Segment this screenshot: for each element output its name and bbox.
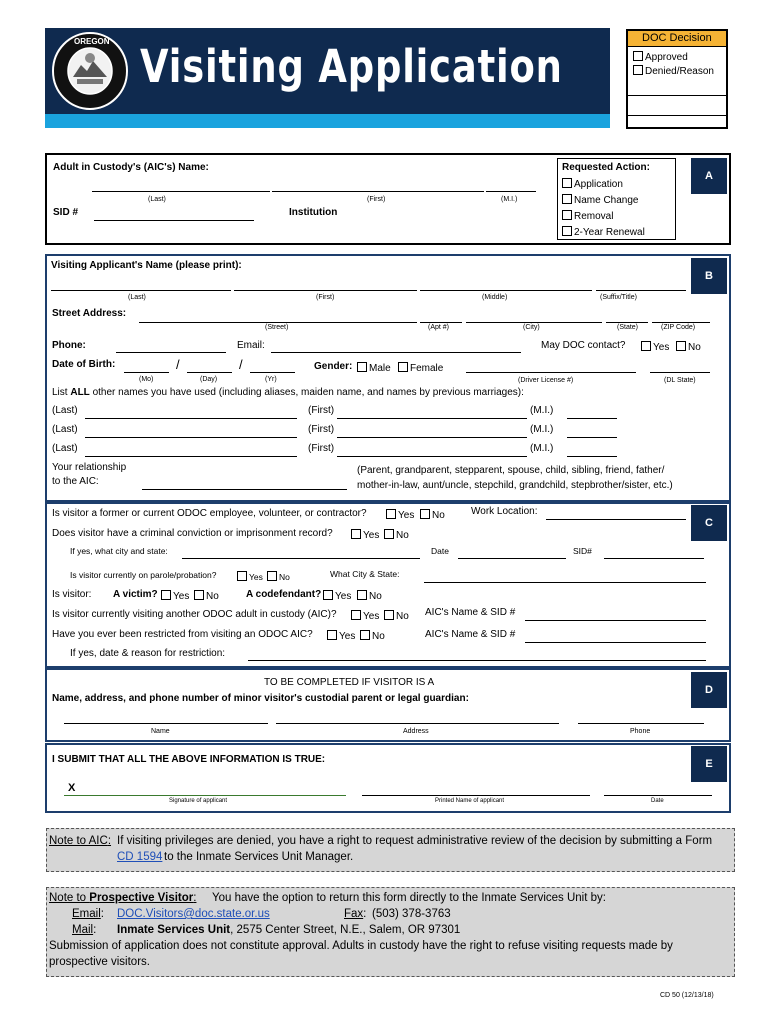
conviction-no[interactable] — [384, 529, 409, 541]
aic-first-name-field[interactable] — [272, 191, 484, 192]
other-last-field[interactable] — [85, 456, 297, 457]
restricted-yes[interactable] — [327, 630, 355, 642]
may-contact-label: May DOC contact? — [541, 340, 626, 351]
guardian-address-field[interactable] — [276, 723, 559, 724]
parole-city-label: What City & State: — [330, 569, 400, 579]
conviction-sid-label: SID# — [573, 546, 592, 556]
restricted-question: Have you ever been restricted from visiting an ODOC AIC? — [52, 629, 313, 640]
seal-top-text: OREGON — [74, 37, 110, 46]
relationship-examples-2: mother-in-law, aunt/uncle, stepchild, grandchild, stepbrother/sister, etc.) — [357, 480, 673, 491]
no-label: No — [279, 572, 290, 582]
checkbox-icon[interactable] — [562, 226, 572, 236]
fax-method-label: Fax: — [344, 908, 367, 920]
restricted-aic-field[interactable] — [525, 642, 706, 643]
other-mi-label: (M.I.) — [530, 424, 554, 435]
note-aic-label-text: Note to AIC — [49, 835, 108, 847]
parole-city-field[interactable] — [424, 582, 706, 583]
guardian-label: Name, address, and phone number of minor visitor's custodial parent or legal guardian: — [52, 693, 469, 704]
caption-mo: (Mo) — [139, 376, 154, 383]
caption-day: (Day) — [200, 376, 218, 383]
guardian-name-field[interactable] — [64, 723, 268, 724]
guardian-phone-field[interactable] — [578, 723, 704, 724]
conviction-date-label: Date — [431, 546, 449, 556]
caption-date: Date — [651, 798, 664, 804]
dob-month-field[interactable] — [124, 372, 169, 373]
other-mi-label: (M.I.) — [530, 443, 554, 454]
conviction-sid-field[interactable] — [604, 558, 704, 559]
action-label: Name Change — [574, 195, 639, 206]
mail-method-label: Mail: — [72, 924, 97, 936]
other-last-label: (Last) — [52, 443, 78, 454]
caption-middle: (Middle) — [482, 294, 508, 301]
action-application[interactable] — [562, 178, 623, 190]
action-renewal[interactable] — [562, 226, 645, 238]
mail-address — [117, 925, 460, 937]
gender-male[interactable] — [357, 362, 391, 374]
email-field[interactable] — [271, 352, 521, 353]
phone-field[interactable] — [116, 352, 226, 353]
no-label: No — [396, 530, 409, 541]
checkbox-icon[interactable] — [562, 178, 572, 188]
other-last-field[interactable] — [85, 418, 297, 419]
checkbox-icon[interactable] — [420, 509, 430, 519]
doc-decision-title: DOC Decision — [642, 32, 712, 44]
checkbox-icon[interactable] — [351, 610, 361, 620]
action-removal[interactable] — [562, 210, 613, 222]
aic-name-label: Adult in Custody's (AIC's) Name: — [53, 162, 209, 173]
checkbox-icon[interactable] — [398, 362, 408, 372]
note-visitor-intro: You have the option to return this form directly to the Inmate Services Unit by: — [212, 892, 606, 904]
parole-question: Is visitor currently on parole/probation? — [70, 570, 217, 580]
caption-street: (Street) — [265, 324, 289, 331]
requested-action-label: Requested Action: — [562, 162, 650, 173]
no-label: No — [206, 591, 219, 602]
email-method-label-text: Email — [72, 908, 101, 920]
action-name-change[interactable] — [562, 194, 638, 206]
caption-suffix: (Suffix/Title) — [600, 294, 637, 301]
no-label: No — [372, 631, 385, 642]
note-visitor-label: Note to Prospective Visitor: — [49, 892, 197, 904]
checkbox-icon[interactable] — [161, 590, 171, 600]
aic-name-sid-label: AIC's Name & SID # — [425, 607, 516, 618]
dob-sep-2: / — [239, 357, 243, 372]
section-c-tab: C — [691, 505, 727, 541]
no-label: No — [369, 591, 382, 602]
yes-label: Yes — [173, 591, 190, 602]
signature-x: X — [68, 782, 76, 794]
checkbox-icon[interactable] — [327, 630, 337, 640]
caption-last: (Last) — [128, 294, 146, 301]
other-first-label: (First) — [308, 424, 335, 435]
work-location-field[interactable] — [546, 519, 686, 520]
codefendant-yes[interactable] — [323, 590, 351, 602]
note-aic-label: Note to AIC: — [49, 835, 112, 847]
header-accent-bar — [45, 114, 610, 128]
instruction-bold: ALL — [70, 387, 90, 398]
no-label: No — [688, 342, 701, 353]
caption-license: (Driver License #) — [518, 377, 574, 384]
aic-last-caption: (Last) — [148, 196, 166, 203]
checkbox-icon[interactable] — [237, 571, 247, 581]
other-mi-field[interactable] — [567, 437, 617, 438]
checkbox-icon[interactable] — [323, 590, 333, 600]
doc-decision-box — [626, 29, 728, 129]
codefendant-no[interactable] — [357, 590, 382, 602]
action-label: Removal — [574, 211, 614, 222]
relationship-field[interactable] — [142, 489, 347, 490]
yes-label: Yes — [363, 611, 380, 622]
other-mi-field[interactable] — [567, 456, 617, 457]
action-label: 2-Year Renewal — [574, 227, 645, 238]
caption-address: Address — [403, 728, 429, 735]
checkbox-icon[interactable] — [676, 341, 686, 351]
checkbox-icon[interactable] — [562, 210, 572, 220]
section-c-box — [45, 502, 731, 668]
printed-name-field[interactable] — [362, 795, 590, 796]
checkbox-icon[interactable] — [384, 610, 394, 620]
visitor-email-link[interactable]: DOC.Visitors@doc.state.or.us — [117, 908, 270, 920]
employee-question: Is visitor a former or current ODOC employee, volunteer, or contractor? — [52, 508, 367, 519]
caption-city: (City) — [523, 324, 540, 331]
checkbox-icon[interactable] — [633, 51, 643, 61]
state-field[interactable] — [606, 322, 648, 323]
gender-female[interactable] — [398, 362, 443, 374]
yes-label: Yes — [398, 510, 415, 521]
email-method-label: Email: — [72, 908, 104, 920]
dl-state-field[interactable] — [650, 372, 710, 373]
certify-label: I SUBMIT THAT ALL THE ABOVE INFORMATION IS TRUE: — [52, 754, 326, 765]
restriction-label: If yes, date & reason for restriction: — [70, 648, 226, 659]
aic-sid-label: SID # — [53, 207, 79, 218]
other-last-field[interactable] — [85, 437, 297, 438]
parole-yes[interactable] — [237, 571, 263, 582]
checkbox-icon[interactable] — [641, 341, 651, 351]
note-visitor-label-pre: Note to — [49, 892, 90, 904]
mail-unit: Inmate Services Unit — [117, 924, 231, 936]
other-first-field[interactable] — [337, 437, 527, 438]
yes-label: Yes — [363, 530, 380, 541]
form-cd1594-link[interactable]: CD 1594 — [117, 851, 163, 863]
checkbox-icon[interactable] — [386, 509, 396, 519]
street-address-label: Street Address: — [52, 308, 127, 319]
other-first-label: (First) — [308, 443, 335, 454]
caption-phone: Phone — [630, 728, 651, 735]
aic-mi-field[interactable] — [486, 191, 536, 192]
mail-method-label-text: Mail — [72, 924, 94, 936]
work-location-label: Work Location: — [471, 506, 538, 517]
yes-label: Yes — [249, 572, 263, 582]
aic-sid-field[interactable] — [94, 220, 254, 221]
caption-signature: Signature of applicant — [169, 798, 228, 804]
parole-no[interactable] — [267, 571, 290, 582]
section-d-heading: TO BE COMPLETED IF VISITOR IS A — [264, 677, 435, 688]
codefendant-label: A codefendant? — [246, 589, 322, 600]
decision-approved[interactable] — [633, 51, 688, 63]
dob-sep-1: / — [176, 357, 180, 372]
note-aic-text: If visiting privileges are denied, you have a right to request administrative review of the decision by submitting a Form — [117, 835, 713, 847]
note-aic-text-2: to the Inmate Services Unit Manager. — [164, 851, 354, 863]
zip-field[interactable] — [652, 322, 710, 323]
applicant-suffix-field[interactable] — [596, 290, 686, 291]
mail-street: , 2575 Center Street, N.E., Salem, OR 97301 — [230, 924, 461, 936]
checkbox-icon[interactable] — [267, 571, 277, 581]
other-last-label: (Last) — [52, 405, 78, 416]
relationship-label-2: to the AIC: — [52, 476, 99, 487]
aic-first-caption: (First) — [367, 196, 386, 203]
aic-mi-caption: (M.I.) — [501, 196, 518, 203]
aic-last-name-field[interactable] — [92, 191, 270, 192]
checkbox-icon[interactable] — [357, 590, 367, 600]
may-contact-no[interactable] — [676, 341, 701, 353]
female-label: Female — [410, 363, 444, 374]
decision-denied-label: Denied/Reason — [645, 66, 714, 77]
victim-label: A victim? — [113, 589, 158, 600]
caption-first: (First) — [316, 294, 335, 301]
checkbox-icon[interactable] — [360, 630, 370, 640]
institution-label: Institution — [289, 207, 338, 218]
apt-field[interactable] — [420, 322, 462, 323]
action-label: Application — [574, 179, 623, 190]
restricted-no[interactable] — [360, 630, 385, 642]
section-e-tab: E — [691, 746, 727, 782]
other-last-label: (Last) — [52, 424, 78, 435]
section-d-tab: D — [691, 672, 727, 708]
visiting-other-yes[interactable] — [351, 610, 379, 622]
signature-field[interactable] — [64, 795, 346, 796]
checkbox-icon[interactable] — [357, 362, 367, 372]
visiting-aic-field[interactable] — [525, 620, 706, 621]
other-first-field[interactable] — [337, 418, 527, 419]
note-visitor-label-bold: Prospective Visitor — [89, 892, 194, 904]
disclaimer-line-2: prospective visitors. — [49, 956, 150, 968]
applicant-middle-field[interactable] — [420, 290, 592, 291]
email-label: Email: — [237, 340, 265, 351]
caption-name: Name — [151, 728, 170, 735]
no-label: No — [396, 611, 409, 622]
other-first-field[interactable] — [337, 456, 527, 457]
caption-apt: (Apt #) — [428, 324, 450, 331]
section-b-tab: B — [691, 258, 727, 294]
no-label: No — [432, 510, 445, 521]
license-field[interactable] — [466, 372, 636, 373]
visiting-other-no[interactable] — [384, 610, 409, 622]
gender-label: Gender: — [314, 361, 353, 372]
yes-label: Yes — [653, 342, 670, 353]
conviction-city-label: If yes, what city and state: — [70, 546, 168, 556]
dob-day-field[interactable] — [187, 372, 232, 373]
checkbox-icon[interactable] — [562, 194, 572, 204]
fax-number: (503) 378-3763 — [372, 908, 451, 920]
other-first-label: (First) — [308, 405, 335, 416]
caption-zip: (ZIP Code) — [661, 324, 696, 331]
phone-label: Phone: — [52, 340, 86, 351]
sign-date-field[interactable] — [604, 795, 712, 796]
checkbox-icon[interactable] — [384, 529, 394, 539]
victim-no[interactable] — [194, 590, 219, 602]
yes-label: Yes — [335, 591, 352, 602]
conviction-question: Does visitor have a criminal conviction or imprisonment record? — [52, 528, 333, 539]
restriction-field[interactable] — [248, 660, 706, 661]
checkbox-icon[interactable] — [633, 65, 643, 75]
visiting-other-question: Is visitor currently visiting another ODOC adult in custody (AIC)? — [52, 609, 337, 620]
yes-label: Yes — [339, 631, 356, 642]
victim-yes[interactable] — [161, 590, 189, 602]
fax-method-label-text: Fax — [344, 908, 364, 920]
is-visitor-label: Is visitor: — [52, 589, 92, 600]
checkbox-icon[interactable] — [194, 590, 204, 600]
applicant-first-field[interactable] — [234, 290, 417, 291]
dob-year-field[interactable] — [250, 372, 295, 373]
male-label: Male — [369, 363, 391, 374]
form-id: CD 50 (12/13/18) — [660, 992, 714, 999]
caption-state: (State) — [617, 324, 639, 331]
applicant-last-field[interactable] — [51, 290, 231, 291]
checkbox-icon[interactable] — [351, 529, 361, 539]
decision-approved-label: Approved — [645, 52, 688, 63]
conviction-yes[interactable] — [351, 529, 379, 541]
caption-yr: (Yr) — [265, 376, 277, 383]
relationship-examples-1: (Parent, grandparent, stepparent, spouse, child, sibling, friend, father/ — [357, 465, 665, 476]
conviction-city-field[interactable] — [182, 558, 420, 559]
instruction-text: List — [52, 387, 71, 398]
dob-label: Date of Birth: — [52, 359, 116, 370]
city-field[interactable] — [466, 322, 602, 323]
instruction-text: other names you have used (including aliases, maiden name, and names by previous marriages): — [89, 387, 524, 398]
other-names-instruction — [52, 388, 524, 398]
employee-no[interactable] — [420, 509, 445, 521]
caption-printed-name: Printed Name of applicant — [435, 798, 505, 804]
section-a-tab: A — [691, 158, 727, 194]
disclaimer-line-1: Submission of application does not constitute approval. Adults in custody have the right to refuse visiting requests made by — [49, 940, 673, 952]
other-mi-field[interactable] — [567, 418, 617, 419]
street-field[interactable] — [139, 322, 417, 323]
may-contact-yes[interactable] — [641, 341, 669, 353]
page-title: Visiting Application — [140, 40, 563, 93]
aic-name-sid-label: AIC's Name & SID # — [425, 629, 516, 640]
caption-dl-state: (DL State) — [664, 377, 696, 384]
decision-denied[interactable] — [633, 65, 714, 77]
relationship-label: Your relationship — [52, 462, 127, 473]
conviction-date-field[interactable] — [458, 558, 566, 559]
employee-yes[interactable] — [386, 509, 414, 521]
other-mi-label: (M.I.) — [530, 405, 554, 416]
applicant-name-label: Visiting Applicant's Name (please print): — [51, 260, 242, 271]
